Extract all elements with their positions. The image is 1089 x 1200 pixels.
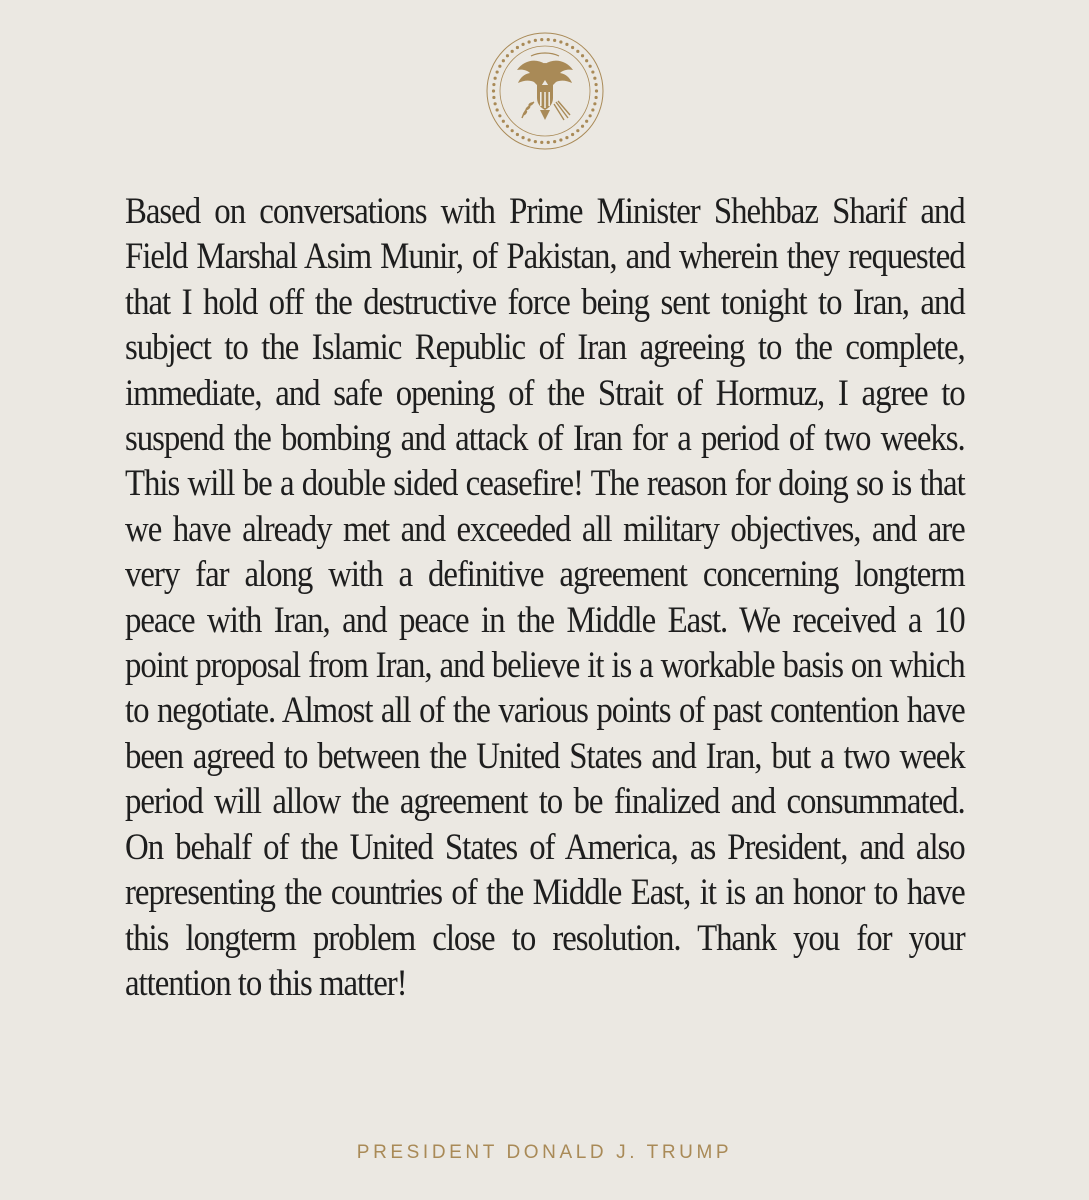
signature: PRESIDENT DONALD J. TRUMP (356, 1142, 733, 1163)
statement-body: Based on conversations with Prime Minister Shehbaz Sharif and Field Marshal Asim Munir, of Pakistan, and wherein they requested that I hold off the destructive force being sent tonight to Iran, and subject to the Islamic Republic of Iran agreeing to the complete, immediate, and safe opening of the Strait of Hormuz, I agree to suspend the bombing and attack of Iran for a period of two weeks. This will be a double sided ceasefire! The reason for doing so is that we have already met and exceeded all military objectives, and are very far along with a definitive agreement concerning longterm peace with Iran, and peace in the Middle East. We received a 10 point proposal from Iran, and believe it is a workable basis on which to negotiate. Almost all of the various points of past contention have been agreed to between the United States and Iran, but a two week period will allow the agreement to be finalized and consummated. On behalf of the United States of America, as President, and also representing the countries of the Middle East, it is an honor to have this longterm problem close to resolution. Thank you for your attention to this matter! (125, 190, 965, 1003)
presidential-seal-icon (484, 30, 606, 152)
